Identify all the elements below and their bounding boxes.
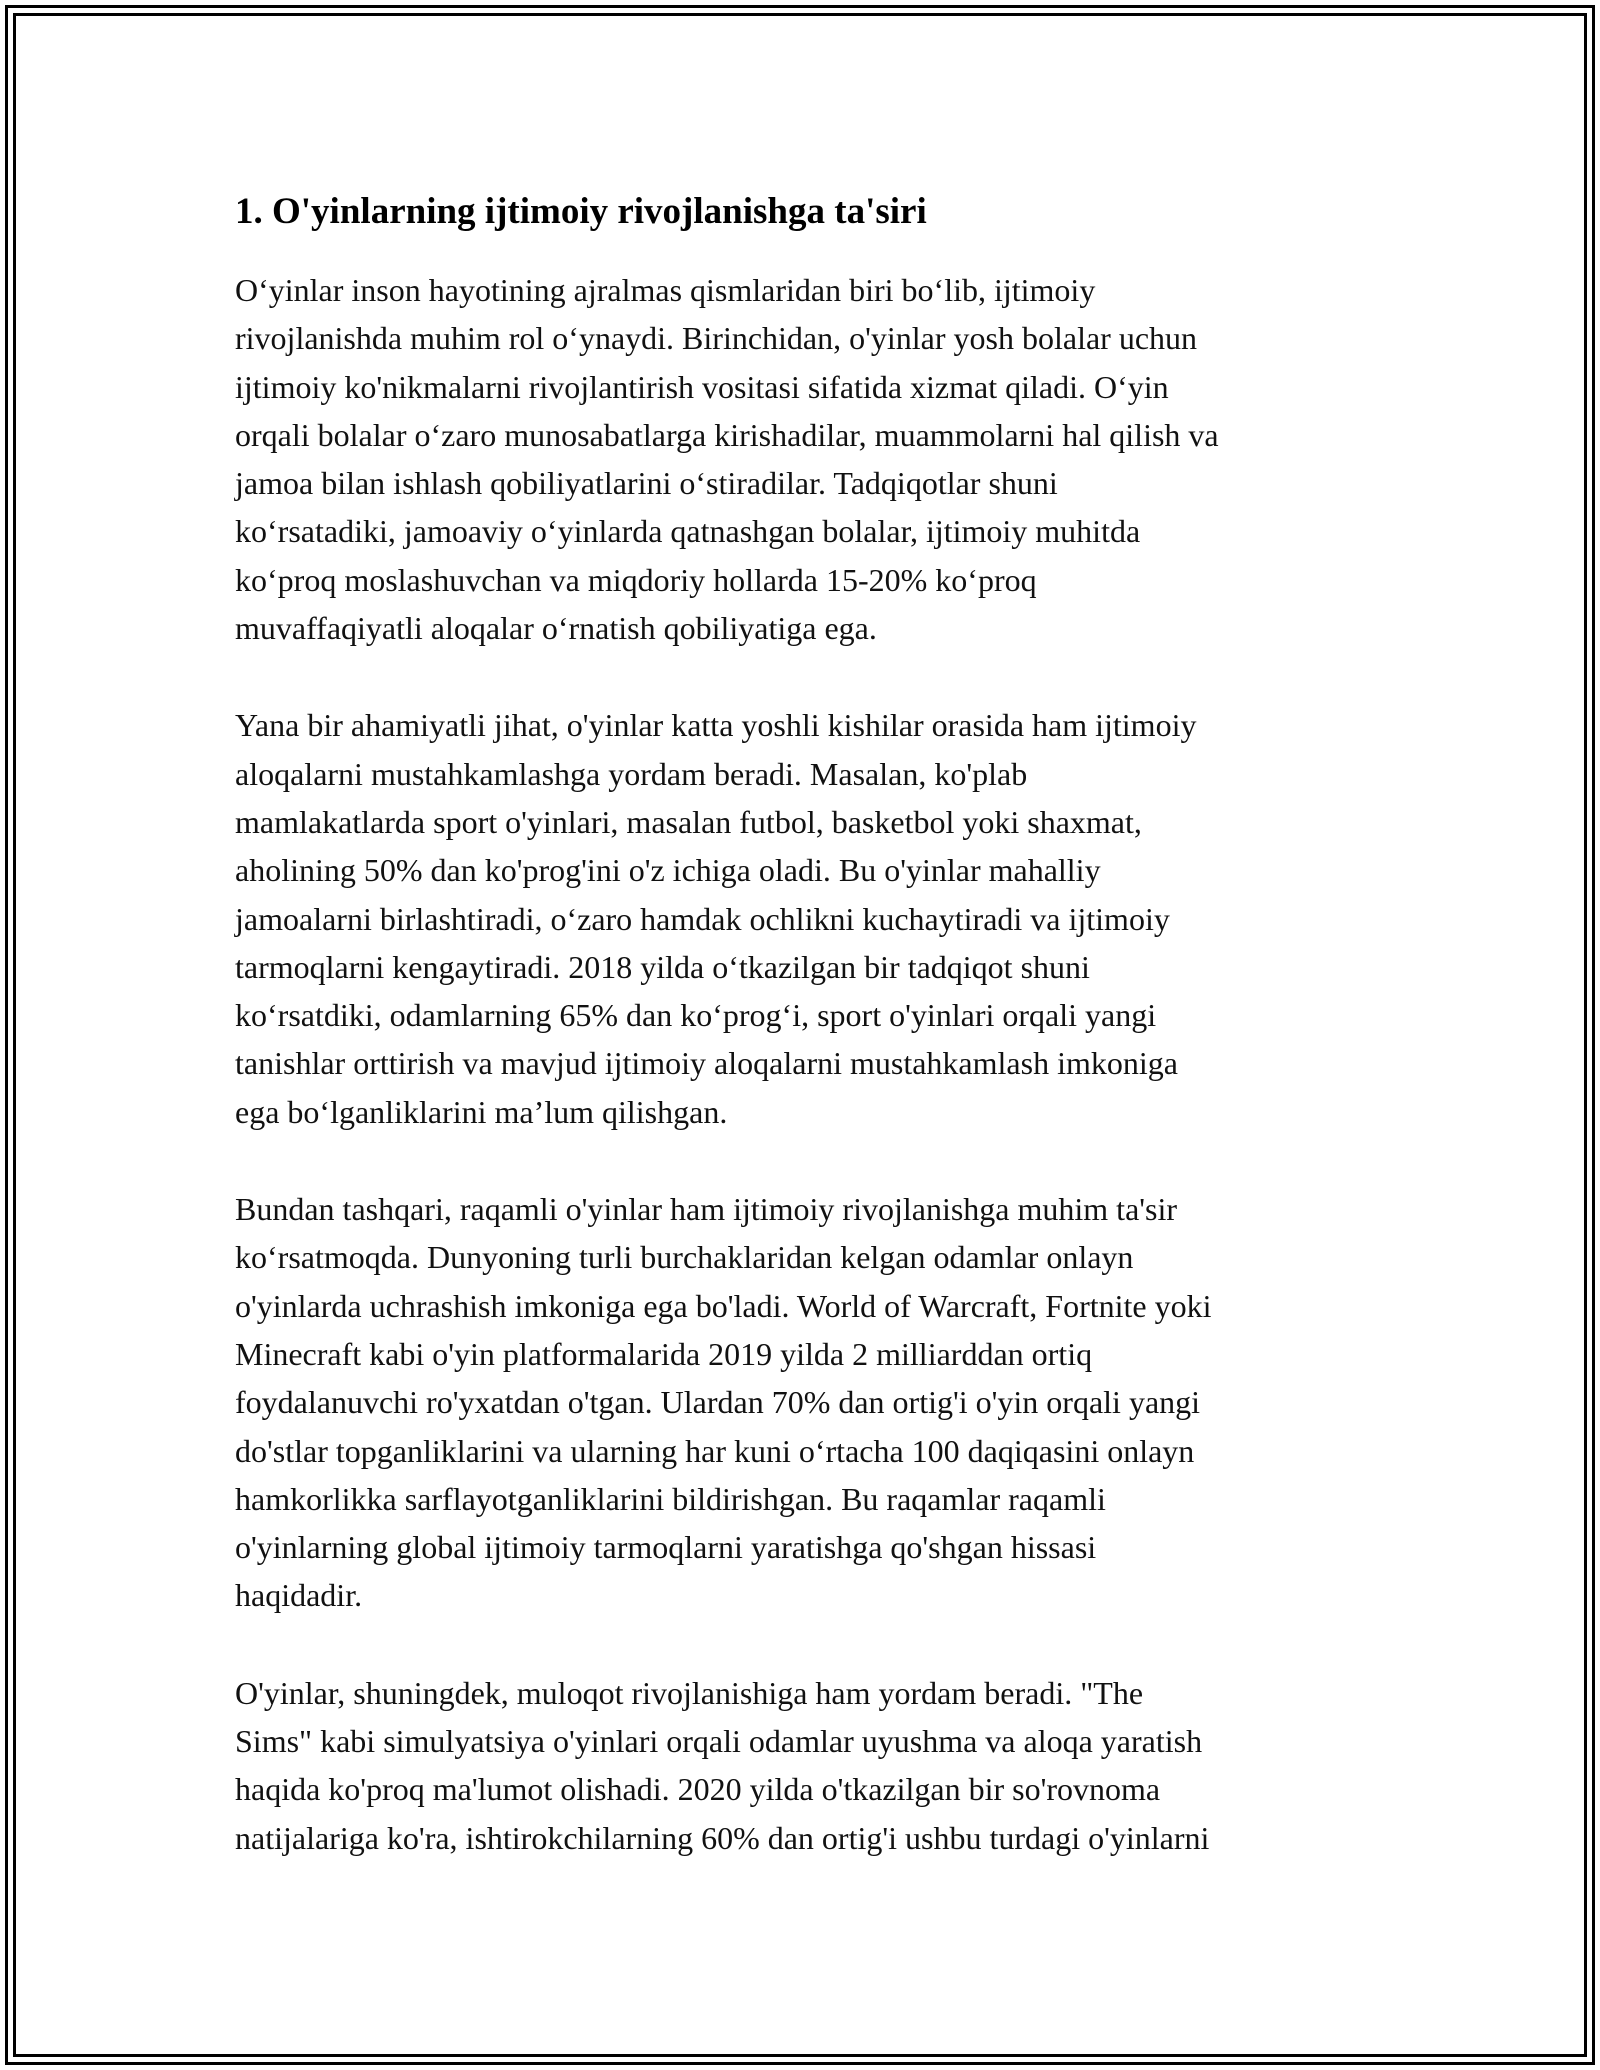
text-line: haqida ko'proq ma'lumot olishadi. 2020 yilda o'tkazilgan bir so'rovnoma	[235, 1771, 1161, 1808]
text-line: ko‘rsatmoqda. Dunyoning turli burchaklaridan kelgan odamlar onlayn	[235, 1239, 1134, 1276]
text-line: Bundan tashqari, raqamli o'yinlar ham ijtimoiy rivojlanishga muhim ta'sir	[235, 1191, 1178, 1228]
document-body	[235, 186, 1375, 1911]
text-line: mamlakatlarda sport o'yinlari, masalan futbol, basketbol yoki shaxmat,	[235, 803, 1142, 840]
text-line: Minecraft kabi o'yin platformalarida 2019 yilda 2 milliarddan ortiq	[235, 1335, 1093, 1372]
text-line: muvaffaqiyatli aloqalar o‘rnatish qobiliyatiga ega.	[235, 610, 877, 647]
text-line: O'yinlar, shuningdek, muloqot rivojlanishiga ham yordam beradi. "The	[235, 1674, 1144, 1711]
paragraph-1	[235, 266, 1375, 652]
text-line: Sims" kabi simulyatsiya o'yinlari orqali odamlar uyushma va aloqa yaratish	[235, 1723, 1203, 1760]
text-line: hamkorlikka sarflayotganliklarini bildirishgan. Bu raqamlar raqamli	[235, 1480, 1106, 1517]
text-line: O‘yinlar inson hayotining ajralmas qismlaridan biri bo‘lib, ijtimoiy	[235, 272, 1096, 308]
text-line: o'yinlarning global ijtimoiy tarmoqlarni yaratishga qo'shgan hissasi	[235, 1529, 1097, 1566]
text-line: ko‘rsatdiki, odamlarning 65% dan ko‘prog‘i, sport o'yinlari orqali yangi	[235, 997, 1157, 1034]
text-line: tanishlar orttirish va mavjud ijtimoiy aloqalarni mustahkamlash imkoniga	[235, 1045, 1178, 1082]
text-line: jamoalarni birlashtiradi, o‘zaro hamdak ochlikni kuchaytiradi va ijtimoiy	[235, 900, 1170, 937]
text-line: do'stlar topganliklarini va ularning har kuni o‘rtacha 100 daqiqasini onlayn	[235, 1432, 1195, 1469]
text-line: jamoa bilan ishlash qobiliyatlarini o‘stiradilar. Tadqiqotlar shuni	[235, 465, 1058, 502]
text-line: aloqalarni mustahkamlashga yordam beradi. Masalan, ko'plab	[235, 755, 1028, 792]
text-line: haqidadir.	[235, 1577, 363, 1614]
text-line: ko‘rsatadiki, jamoaviy o‘yinlarda qatnashgan bolalar, ijtimoiy muhitda	[235, 513, 1141, 550]
paragraph-2	[235, 701, 1375, 1136]
text-line: ijtimoiy ko'nikmalarni rivojlantirish vositasi sifatida xizmat qiladi. O‘yin	[235, 368, 1169, 405]
text-line: rivojlanishda muhim rol o‘ynaydi. Birinchidan, o'yinlar yosh bolalar uchun	[235, 320, 1198, 357]
text-line: aholining 50% dan ko'prog'ini o'z ichiga oladi. Bu o'yinlar mahalliy	[235, 852, 1101, 889]
text-line: o'yinlarda uchrashish imkoniga ega bo'ladi. World of Warcraft, Fortnite yoki	[235, 1287, 1212, 1324]
text-line: foydalanuvchi ro'yxatdan o'tgan. Ulardan 70% dan ortig'i o'yin orqali yangi	[235, 1384, 1201, 1421]
text-line: ega bo‘lganliklarini ma’lum qilishgan.	[235, 1093, 728, 1130]
text-line: orqali bolalar o‘zaro munosabatlarga kirishadilar, muammolarni hal qilish va	[235, 416, 1219, 453]
text-line: tarmoqlarni kengaytiradi. 2018 yilda o‘tkazilgan bir tadqiqot shuni	[235, 948, 1090, 985]
text-line: natijalariga ko'ra, ishtirokchilarning 60% dan ortig'i ushbu turdagi o'yinlarni	[235, 1819, 1210, 1856]
paragraph-3	[235, 1185, 1375, 1620]
text-line: Yana bir ahamiyatli jihat, o'yinlar katta yoshli kishilar orasida ham ijtimoiy	[235, 707, 1197, 744]
paragraph-4	[235, 1669, 1375, 1862]
text-line: ko‘proq moslashuvchan va miqdoriy hollarda 15-20% ko‘proq	[235, 561, 1037, 598]
section-heading: 1. O'yinlarning ijtimoiy rivojlanishga ta'siri	[235, 191, 927, 232]
